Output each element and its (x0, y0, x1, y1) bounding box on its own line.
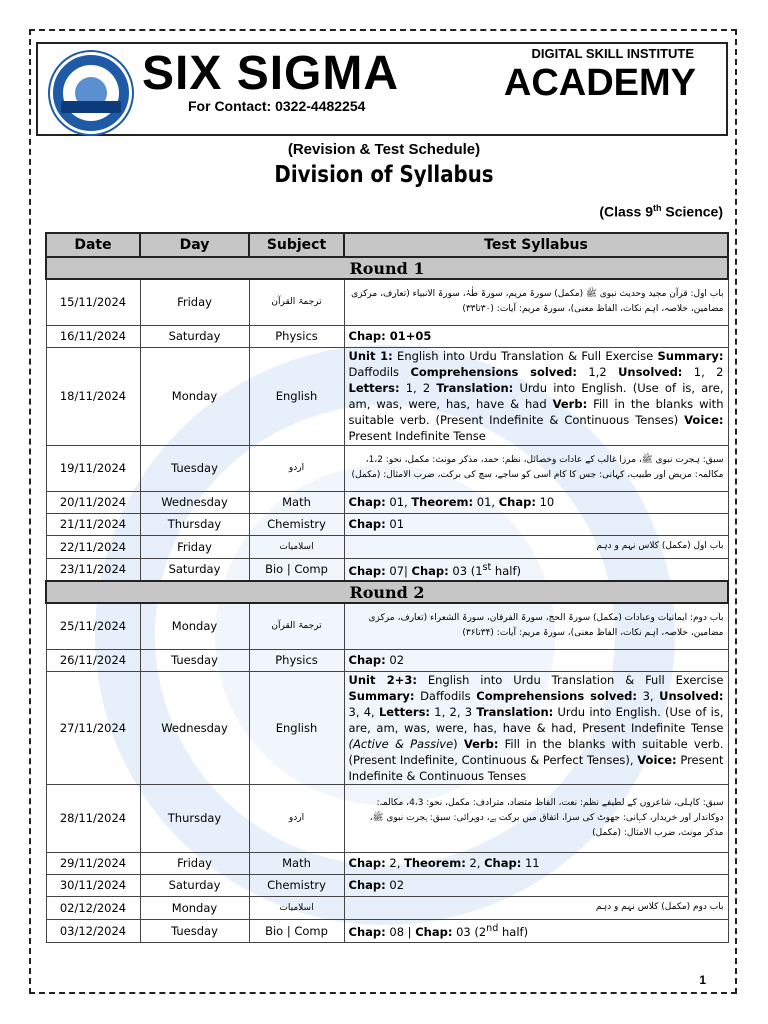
header-day: Day (140, 233, 249, 257)
cell-day: Friday (140, 852, 249, 874)
cell-syllabus: Unit 1: English into Urdu Translation & Full Exercise Summary: Daffodils Comprehensions solved: 1,2 Unsolved: 1, 2 Letters: 1, 2 Translation: Urdu into English. (Use of is, are, am, was, were, has, have & had Verb: Fill in the blanks with suitable verb. (Present Indefinite & Continuous Tenses) Voice: Present Indefinite Tense (344, 347, 728, 445)
cell-syllabus: سبق: کاہلی، شاعروں کے لطیفے نظم: نعت، الفاظ متضاد، مترادف: مکمل، نحو: 4،3، مکالمہ: دوکاندار اور خریدار، کہانی: جھوٹ کی سزا، اتفاق میں برکت ہے، دوہرائی: سبق: ہجرت نبوی ﷺ، مذکر مونث، ضرب الامثال: (مکمل) (344, 784, 728, 852)
table-row (46, 491, 728, 513)
cell-date: 26/11/2024 (46, 649, 140, 671)
round-row (46, 257, 728, 279)
table-row (46, 649, 728, 671)
header-date: Date (46, 233, 140, 257)
cell-day: Wednesday (140, 671, 249, 784)
header-test-syllabus: Test Syllabus (344, 233, 728, 257)
brand-contact: For Contact: 0322-4482254 (188, 98, 366, 114)
cell-date: 30/11/2024 (46, 874, 140, 896)
cell-date: 19/11/2024 (46, 445, 140, 491)
cell-subject: Bio | Comp (249, 558, 344, 581)
cell-syllabus: Chap: 08 | Chap: 03 (2nd half) (344, 919, 728, 942)
cell-date: 18/11/2024 (46, 347, 140, 445)
cell-date: 02/12/2024 (46, 896, 140, 919)
cell-syllabus: Unit 2+3: English into Urdu Translation & Full Exercise Summary: Daffodils Comprehensions solved: 3, Unsolved: 3, 4, Letters: 1, 2, 3 Translation: Urdu into English. (Use of is, are, am, was, were, has, have & had, Present Indefinite Tense (Active & Passive) Verb: Fill in the blanks with suitable verb. (Present Indefinite, Continuous & Perfect Tenses), Voice: Present Indefinite & Continuous Tenses (344, 671, 728, 784)
cell-date: 25/11/2024 (46, 603, 140, 649)
cell-date: 03/12/2024 (46, 919, 140, 942)
table-row (46, 347, 728, 445)
cell-syllabus: Chap: 01 (344, 513, 728, 535)
table-row (46, 513, 728, 535)
cell-subject: English (249, 347, 344, 445)
table-row (46, 558, 728, 581)
document-title: Division of Syllabus (274, 162, 494, 188)
table-header-row (46, 233, 728, 257)
cell-date: 21/11/2024 (46, 513, 140, 535)
cell-syllabus: سبق: ہجرت نبوی ﷺ، مرزا غالب کے عادات وخصائل، نظم: حمد، مذکر مونث: مکمل، نحو: 1،2، مکالمہ: مریض اور طبیب، کہانی: جس کا کام اسی کو ساجے، سچ کی برکت، ضرب الامثال: (مکمل) (344, 445, 728, 491)
brand-academy: ACADEMY (503, 62, 696, 104)
cell-subject: English (249, 671, 344, 784)
institute-logo (50, 52, 132, 134)
logo-band (61, 101, 121, 113)
cell-day: Thursday (140, 784, 249, 852)
header (36, 42, 728, 136)
header-subject: Subject (249, 233, 344, 257)
table-row (46, 874, 728, 896)
table-row (46, 784, 728, 852)
cell-day: Saturday (140, 874, 249, 896)
table-row (46, 535, 728, 558)
table-row (46, 896, 728, 919)
cell-date: 20/11/2024 (46, 491, 140, 513)
cell-date: 28/11/2024 (46, 784, 140, 852)
cell-date: 27/11/2024 (46, 671, 140, 784)
table-row (46, 603, 728, 649)
cell-subject: اسلامیات (249, 535, 344, 558)
round-row (46, 581, 728, 603)
table-row (46, 919, 728, 942)
cell-syllabus: Chap: 2, Theorem: 2, Chap: 11 (344, 852, 728, 874)
cell-subject: Math (249, 491, 344, 513)
cell-subject: Physics (249, 325, 344, 347)
cell-day: Monday (140, 603, 249, 649)
cell-subject: Physics (249, 649, 344, 671)
class-label: (Class 9th Science) (599, 203, 723, 220)
cell-syllabus: Chap: 01+05 (344, 325, 728, 347)
cell-syllabus: باب اول (مکمل) کلاس نہم و دہم (344, 535, 728, 558)
round-label: Round 1 (46, 257, 728, 279)
cell-day: Thursday (140, 513, 249, 535)
cell-subject: ترجمۃ القرآن (249, 603, 344, 649)
cell-date: 22/11/2024 (46, 535, 140, 558)
cell-subject: Chemistry (249, 513, 344, 535)
cell-date: 15/11/2024 (46, 279, 140, 325)
cell-syllabus: Chap: 02 (344, 649, 728, 671)
brand-institute: DIGITAL SKILL INSTITUTE (531, 46, 694, 61)
table-row (46, 325, 728, 347)
table-row (46, 279, 728, 325)
cell-day: Monday (140, 347, 249, 445)
cell-syllabus: Chap: 07| Chap: 03 (1st half) (344, 558, 728, 581)
cell-subject: ترجمۃ القرآن (249, 279, 344, 325)
brand-name: SIX SIGMA (142, 47, 400, 100)
cell-day: Saturday (140, 325, 249, 347)
table-row (46, 445, 728, 491)
cell-date: 29/11/2024 (46, 852, 140, 874)
cell-syllabus: Chap: 01, Theorem: 01, Chap: 10 (344, 491, 728, 513)
cell-date: 16/11/2024 (46, 325, 140, 347)
cell-day: Wednesday (140, 491, 249, 513)
cell-syllabus: باب دوم: ایمانیات وعبادات (مکمل) سورۃ الحج، سورۃ الفرقان، سورۃ الشعراء (تعارف، مرکزی مضامین، خلاصہ، اہم نکات، الفاظ معنی)، سورۃ مریم: آیات: (۳۴تا۳۶) (344, 603, 728, 649)
cell-syllabus: باب دوم (مکمل) کلاس نہم و دہم (344, 896, 728, 919)
page-number: 1 (699, 973, 706, 987)
cell-subject: Math (249, 852, 344, 874)
cell-subject: اردو (249, 445, 344, 491)
cell-day: Monday (140, 896, 249, 919)
cell-subject: اردو (249, 784, 344, 852)
cell-day: Saturday (140, 558, 249, 581)
table-row (46, 852, 728, 874)
cell-subject: اسلامیات (249, 896, 344, 919)
cell-day: Friday (140, 279, 249, 325)
cell-day: Tuesday (140, 649, 249, 671)
cell-day: Friday (140, 535, 249, 558)
cell-day: Tuesday (140, 919, 249, 942)
table-row (46, 671, 728, 784)
cell-day: Tuesday (140, 445, 249, 491)
round-label: Round 2 (46, 581, 728, 603)
schedule-title: (Revision & Test Schedule) (287, 141, 481, 158)
syllabus-table (45, 232, 729, 943)
cell-syllabus: باب اول: قرآن مجید وحدیث نبوی ﷺ (مکمل) سورۃ مریم، سورۃ طٰہٰ، سورۃ الانبیاء (تعارف، مرکزی مضامین، خلاصہ، اہم نکات، الفاظ معنی)، سورۃ مریم: آیات: (۳۰تا۳۳) (344, 279, 728, 325)
cell-date: 23/11/2024 (46, 558, 140, 581)
cell-subject: Bio | Comp (249, 919, 344, 942)
cell-syllabus: Chap: 02 (344, 874, 728, 896)
cell-subject: Chemistry (249, 874, 344, 896)
